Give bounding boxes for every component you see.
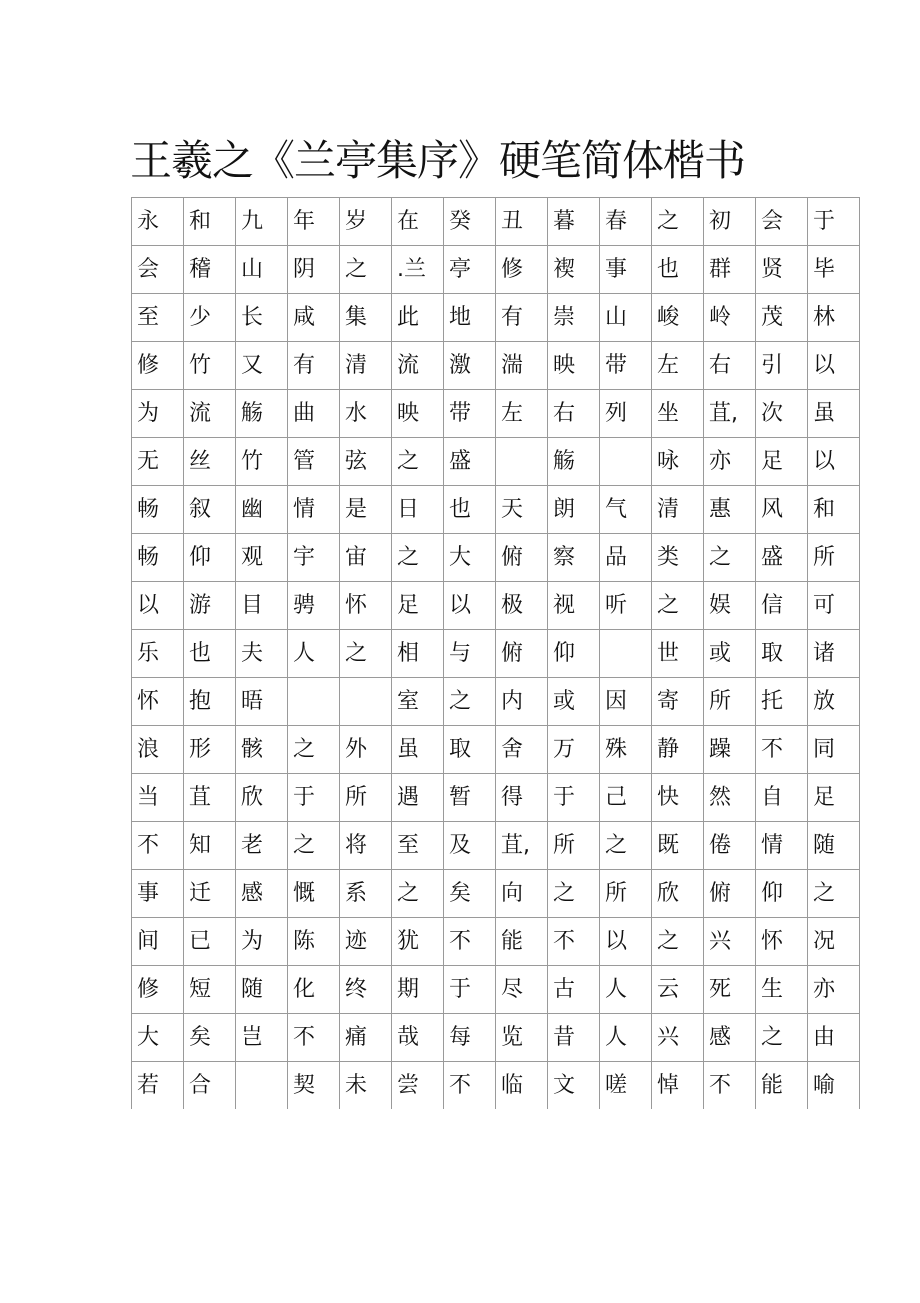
grid-cell: 之	[340, 630, 392, 678]
grid-row	[132, 1062, 860, 1110]
grid-cell: 岂	[236, 1014, 288, 1062]
grid-cell: 陈	[288, 918, 340, 966]
grid-cell: 无	[132, 438, 184, 486]
grid-cell: 品	[600, 534, 652, 582]
grid-cell: 悼	[652, 1062, 704, 1110]
grid-row	[132, 342, 860, 390]
grid-cell: 足	[392, 582, 444, 630]
grid-cell: 亭	[444, 246, 496, 294]
grid-cell: 宙	[340, 534, 392, 582]
grid-cell: 为	[132, 390, 184, 438]
grid-cell: 信	[756, 582, 808, 630]
grid-cell	[496, 438, 548, 486]
grid-cell: 自	[756, 774, 808, 822]
grid-cell: 之	[548, 870, 600, 918]
grid-cell: 怀	[756, 918, 808, 966]
grid-cell: 尽	[496, 966, 548, 1014]
grid-cell: 形	[184, 726, 236, 774]
grid-cell: 万	[548, 726, 600, 774]
grid-cell: 犹	[392, 918, 444, 966]
grid-cell: 毕	[808, 246, 860, 294]
grid-cell: 况	[808, 918, 860, 966]
grid-cell: 林	[808, 294, 860, 342]
grid-cell: 日	[392, 486, 444, 534]
grid-cell: 躁	[704, 726, 756, 774]
grid-cell: .兰	[392, 246, 444, 294]
grid-cell: 仰	[756, 870, 808, 918]
grid-cell: 畅	[132, 486, 184, 534]
grid-cell: 坐	[652, 390, 704, 438]
grid-cell: 亦	[808, 966, 860, 1014]
grid-cell: 抱	[184, 678, 236, 726]
grid-cell: 之	[444, 678, 496, 726]
grid-cell	[340, 678, 392, 726]
grid-cell: 文	[548, 1062, 600, 1110]
grid-cell: 矣	[184, 1014, 236, 1062]
grid-cell: 知	[184, 822, 236, 870]
grid-cell: 观	[236, 534, 288, 582]
grid-cell: 天	[496, 486, 548, 534]
grid-cell: 不	[704, 1062, 756, 1110]
grid-row	[132, 390, 860, 438]
grid-cell: 茂	[756, 294, 808, 342]
grid-cell: 和	[808, 486, 860, 534]
grid-cell: 由	[808, 1014, 860, 1062]
grid-cell: 感	[704, 1014, 756, 1062]
grid-cell: 视	[548, 582, 600, 630]
grid-cell: 映	[392, 390, 444, 438]
grid-cell: 兴	[704, 918, 756, 966]
grid-cell: 为	[236, 918, 288, 966]
grid-cell: 以	[808, 342, 860, 390]
grid-row	[132, 918, 860, 966]
grid-cell: 人	[600, 966, 652, 1014]
grid-cell: 之	[808, 870, 860, 918]
grid-cell: 群	[704, 246, 756, 294]
grid-cell: 宇	[288, 534, 340, 582]
grid-cell: 诸	[808, 630, 860, 678]
grid-cell: 骋	[288, 582, 340, 630]
grid-cell: 以	[808, 438, 860, 486]
grid-cell: 将	[340, 822, 392, 870]
grid-row	[132, 822, 860, 870]
grid-cell: 目	[236, 582, 288, 630]
grid-cell: 山	[236, 246, 288, 294]
grid-cell: 不	[444, 918, 496, 966]
grid-cell: 丝	[184, 438, 236, 486]
grid-cell: 竹	[184, 342, 236, 390]
grid-row	[132, 246, 860, 294]
grid-cell: 之	[704, 534, 756, 582]
grid-cell: 是	[340, 486, 392, 534]
grid-row	[132, 1014, 860, 1062]
grid-row	[132, 966, 860, 1014]
grid-cell: 俯	[496, 534, 548, 582]
grid-cell: 亦	[704, 438, 756, 486]
grid-cell: 已	[184, 918, 236, 966]
grid-cell: 或	[548, 678, 600, 726]
grid-cell: 事	[132, 870, 184, 918]
grid-cell: 修	[132, 966, 184, 1014]
grid-cell: 情	[756, 822, 808, 870]
grid-cell: 之	[756, 1014, 808, 1062]
grid-cell: 生	[756, 966, 808, 1014]
grid-cell	[600, 630, 652, 678]
grid-cell: 所	[704, 678, 756, 726]
grid-cell: 于	[288, 774, 340, 822]
grid-cell: 之	[288, 726, 340, 774]
grid-cell: 事	[600, 246, 652, 294]
grid-row	[132, 678, 860, 726]
grid-cell: 左	[496, 390, 548, 438]
grid-cell: 至	[132, 294, 184, 342]
grid-cell: 察	[548, 534, 600, 582]
grid-cell: 夫	[236, 630, 288, 678]
grid-cell: 倦	[704, 822, 756, 870]
grid-cell: 之	[392, 534, 444, 582]
grid-cell: 仰	[548, 630, 600, 678]
grid-cell: 左	[652, 342, 704, 390]
grid-cell: 得	[496, 774, 548, 822]
grid-cell: 暂	[444, 774, 496, 822]
grid-cell: 山	[600, 294, 652, 342]
grid-cell: 以	[600, 918, 652, 966]
grid-row	[132, 438, 860, 486]
grid-cell: 咏	[652, 438, 704, 486]
grid-row	[132, 630, 860, 678]
grid-cell: 又	[236, 342, 288, 390]
grid-cell: 带	[444, 390, 496, 438]
grid-row	[132, 582, 860, 630]
grid-row	[132, 534, 860, 582]
grid-cell: 若	[132, 1062, 184, 1110]
grid-cell: 流	[392, 342, 444, 390]
grid-cell: 岁	[340, 198, 392, 246]
grid-cell: 虽	[808, 390, 860, 438]
grid-cell: 丑	[496, 198, 548, 246]
grid-cell: 嗟	[600, 1062, 652, 1110]
grid-cell: 能	[496, 918, 548, 966]
grid-cell: 惠	[704, 486, 756, 534]
grid-cell	[288, 678, 340, 726]
grid-cell: 至	[392, 822, 444, 870]
grid-cell: 和	[184, 198, 236, 246]
grid-cell: 世	[652, 630, 704, 678]
grid-cell: 殊	[600, 726, 652, 774]
grid-cell: 期	[392, 966, 444, 1014]
grid-cell: 于	[808, 198, 860, 246]
grid-cell: 之	[288, 822, 340, 870]
grid-cell: 次	[756, 390, 808, 438]
grid-cell: 云	[652, 966, 704, 1014]
grid-cell: 骸	[236, 726, 288, 774]
grid-cell: 初	[704, 198, 756, 246]
grid-cell: 苴	[184, 774, 236, 822]
grid-cell: 能	[756, 1062, 808, 1110]
grid-cell: 人	[600, 1014, 652, 1062]
grid-cell: 九	[236, 198, 288, 246]
grid-cell: 春	[600, 198, 652, 246]
grid-cell: 也	[184, 630, 236, 678]
grid-cell: 听	[600, 582, 652, 630]
grid-cell: 感	[236, 870, 288, 918]
grid-cell: 迹	[340, 918, 392, 966]
grid-cell: 舍	[496, 726, 548, 774]
grid-cell: 会	[756, 198, 808, 246]
grid-cell: 畅	[132, 534, 184, 582]
grid-cell: 取	[756, 630, 808, 678]
grid-cell: 激	[444, 342, 496, 390]
grid-cell: 足	[756, 438, 808, 486]
grid-cell: 苴,	[496, 822, 548, 870]
grid-cell: 大	[444, 534, 496, 582]
grid-cell: 列	[600, 390, 652, 438]
grid-cell: 阴	[288, 246, 340, 294]
grid-cell: 竹	[236, 438, 288, 486]
character-grid	[131, 197, 860, 1109]
grid-cell: 游	[184, 582, 236, 630]
grid-cell	[236, 1062, 288, 1110]
grid-cell: 静	[652, 726, 704, 774]
grid-cell: 之	[600, 822, 652, 870]
grid-cell: 褉	[548, 246, 600, 294]
grid-cell: 之	[340, 246, 392, 294]
grid-cell: 朗	[548, 486, 600, 534]
grid-cell: 清	[340, 342, 392, 390]
grid-cell: 曲	[288, 390, 340, 438]
grid-cell: 乐	[132, 630, 184, 678]
grid-cell: 之	[652, 198, 704, 246]
grid-cell: 痛	[340, 1014, 392, 1062]
grid-cell: 间	[132, 918, 184, 966]
grid-cell: 系	[340, 870, 392, 918]
grid-row	[132, 870, 860, 918]
grid-cell: 契	[288, 1062, 340, 1110]
grid-cell: 同	[808, 726, 860, 774]
grid-cell: 俯	[704, 870, 756, 918]
grid-cell: 年	[288, 198, 340, 246]
grid-cell: 风	[756, 486, 808, 534]
grid-cell: 以	[132, 582, 184, 630]
grid-cell: 也	[444, 486, 496, 534]
grid-cell: 兴	[652, 1014, 704, 1062]
grid-cell: 因	[600, 678, 652, 726]
grid-row	[132, 294, 860, 342]
grid-cell: 古	[548, 966, 600, 1014]
grid-cell: 长	[236, 294, 288, 342]
grid-cell: 临	[496, 1062, 548, 1110]
grid-cell: 晤	[236, 678, 288, 726]
grid-cell: 不	[756, 726, 808, 774]
grid-cell: 向	[496, 870, 548, 918]
grid-cell: 之	[392, 438, 444, 486]
grid-row	[132, 774, 860, 822]
grid-cell: 可	[808, 582, 860, 630]
grid-cell: 未	[340, 1062, 392, 1110]
grid-cell: 喻	[808, 1062, 860, 1110]
grid-cell: 之	[652, 918, 704, 966]
grid-cell: 弦	[340, 438, 392, 486]
grid-cell: 浪	[132, 726, 184, 774]
grid-cell: 仰	[184, 534, 236, 582]
grid-cell: 当	[132, 774, 184, 822]
grid-cell: 所	[340, 774, 392, 822]
grid-cell: 慨	[288, 870, 340, 918]
grid-cell: 外	[340, 726, 392, 774]
page-title: 王羲之《兰亭集序》硬笔简体楷书	[130, 136, 746, 185]
grid-cell: 老	[236, 822, 288, 870]
grid-cell: 永	[132, 198, 184, 246]
grid-cell: 死	[704, 966, 756, 1014]
grid-cell: 室	[392, 678, 444, 726]
grid-cell: 矣	[444, 870, 496, 918]
grid-cell: 有	[288, 342, 340, 390]
grid-row	[132, 486, 860, 534]
grid-cell: 地	[444, 294, 496, 342]
grid-cell: 管	[288, 438, 340, 486]
grid-cell: 欣	[652, 870, 704, 918]
grid-cell: 苴,	[704, 390, 756, 438]
grid-cell: 有	[496, 294, 548, 342]
grid-cell: 己	[600, 774, 652, 822]
grid-cell: 映	[548, 342, 600, 390]
grid-cell: 终	[340, 966, 392, 1014]
grid-cell: 所	[808, 534, 860, 582]
grid-cell: 俯	[496, 630, 548, 678]
grid-cell: 水	[340, 390, 392, 438]
grid-cell: 在	[392, 198, 444, 246]
grid-cell: 稽	[184, 246, 236, 294]
grid-cell: 于	[444, 966, 496, 1014]
grid-cell: 清	[652, 486, 704, 534]
grid-cell: 每	[444, 1014, 496, 1062]
grid-cell: 盛	[444, 438, 496, 486]
grid-cell: 崇	[548, 294, 600, 342]
grid-cell: 足	[808, 774, 860, 822]
grid-cell: 之	[392, 870, 444, 918]
grid-cell: 不	[444, 1062, 496, 1110]
grid-cell: 怀	[340, 582, 392, 630]
grid-cell: 遇	[392, 774, 444, 822]
grid-cell: 相	[392, 630, 444, 678]
grid-cell: 咸	[288, 294, 340, 342]
grid-cell: 及	[444, 822, 496, 870]
grid-cell: 内	[496, 678, 548, 726]
grid-cell: 类	[652, 534, 704, 582]
grid-cell: 湍	[496, 342, 548, 390]
grid-cell: 觞	[236, 390, 288, 438]
grid-cell: 取	[444, 726, 496, 774]
grid-cell: 合	[184, 1062, 236, 1110]
grid-cell: 幽	[236, 486, 288, 534]
grid-cell: 放	[808, 678, 860, 726]
grid-cell: 暮	[548, 198, 600, 246]
grid-cell: 右	[548, 390, 600, 438]
grid-cell: 然	[704, 774, 756, 822]
grid-cell: 以	[444, 582, 496, 630]
grid-cell: 癸	[444, 198, 496, 246]
grid-cell: 所	[600, 870, 652, 918]
grid-cell: 寄	[652, 678, 704, 726]
grid-cell: 随	[236, 966, 288, 1014]
grid-cell: 极	[496, 582, 548, 630]
grid-cell: 欣	[236, 774, 288, 822]
grid-cell: 流	[184, 390, 236, 438]
grid-cell: 修	[496, 246, 548, 294]
grid-cell: 峻	[652, 294, 704, 342]
grid-cell: 修	[132, 342, 184, 390]
grid-cell: 人	[288, 630, 340, 678]
grid-cell	[600, 438, 652, 486]
grid-cell: 少	[184, 294, 236, 342]
grid-cell: 既	[652, 822, 704, 870]
grid-cell: 贤	[756, 246, 808, 294]
grid-cell: 之	[652, 582, 704, 630]
grid-cell: 览	[496, 1014, 548, 1062]
grid-cell: 集	[340, 294, 392, 342]
grid-row	[132, 726, 860, 774]
grid-cell: 气	[600, 486, 652, 534]
grid-cell: 也	[652, 246, 704, 294]
grid-cell: 快	[652, 774, 704, 822]
grid-cell: 昔	[548, 1014, 600, 1062]
grid-cell: 随	[808, 822, 860, 870]
grid-cell: 不	[288, 1014, 340, 1062]
grid-cell: 大	[132, 1014, 184, 1062]
grid-cell: 叙	[184, 486, 236, 534]
grid-cell: 虽	[392, 726, 444, 774]
grid-cell: 会	[132, 246, 184, 294]
grid-cell: 此	[392, 294, 444, 342]
grid-cell: 所	[548, 822, 600, 870]
grid-cell: 哉	[392, 1014, 444, 1062]
grid-cell: 娱	[704, 582, 756, 630]
grid-cell: 于	[548, 774, 600, 822]
grid-cell: 觞	[548, 438, 600, 486]
grid-cell: 岭	[704, 294, 756, 342]
grid-cell: 不	[132, 822, 184, 870]
grid-cell: 引	[756, 342, 808, 390]
grid-cell: 盛	[756, 534, 808, 582]
grid-cell: 或	[704, 630, 756, 678]
grid-row	[132, 198, 860, 246]
grid-cell: 不	[548, 918, 600, 966]
grid-cell: 托	[756, 678, 808, 726]
grid-cell: 尝	[392, 1062, 444, 1110]
grid-cell: 化	[288, 966, 340, 1014]
grid-cell: 与	[444, 630, 496, 678]
grid-cell: 怀	[132, 678, 184, 726]
grid-cell: 右	[704, 342, 756, 390]
grid-cell: 短	[184, 966, 236, 1014]
grid-cell: 带	[600, 342, 652, 390]
grid-cell: 情	[288, 486, 340, 534]
grid-cell: 迁	[184, 870, 236, 918]
